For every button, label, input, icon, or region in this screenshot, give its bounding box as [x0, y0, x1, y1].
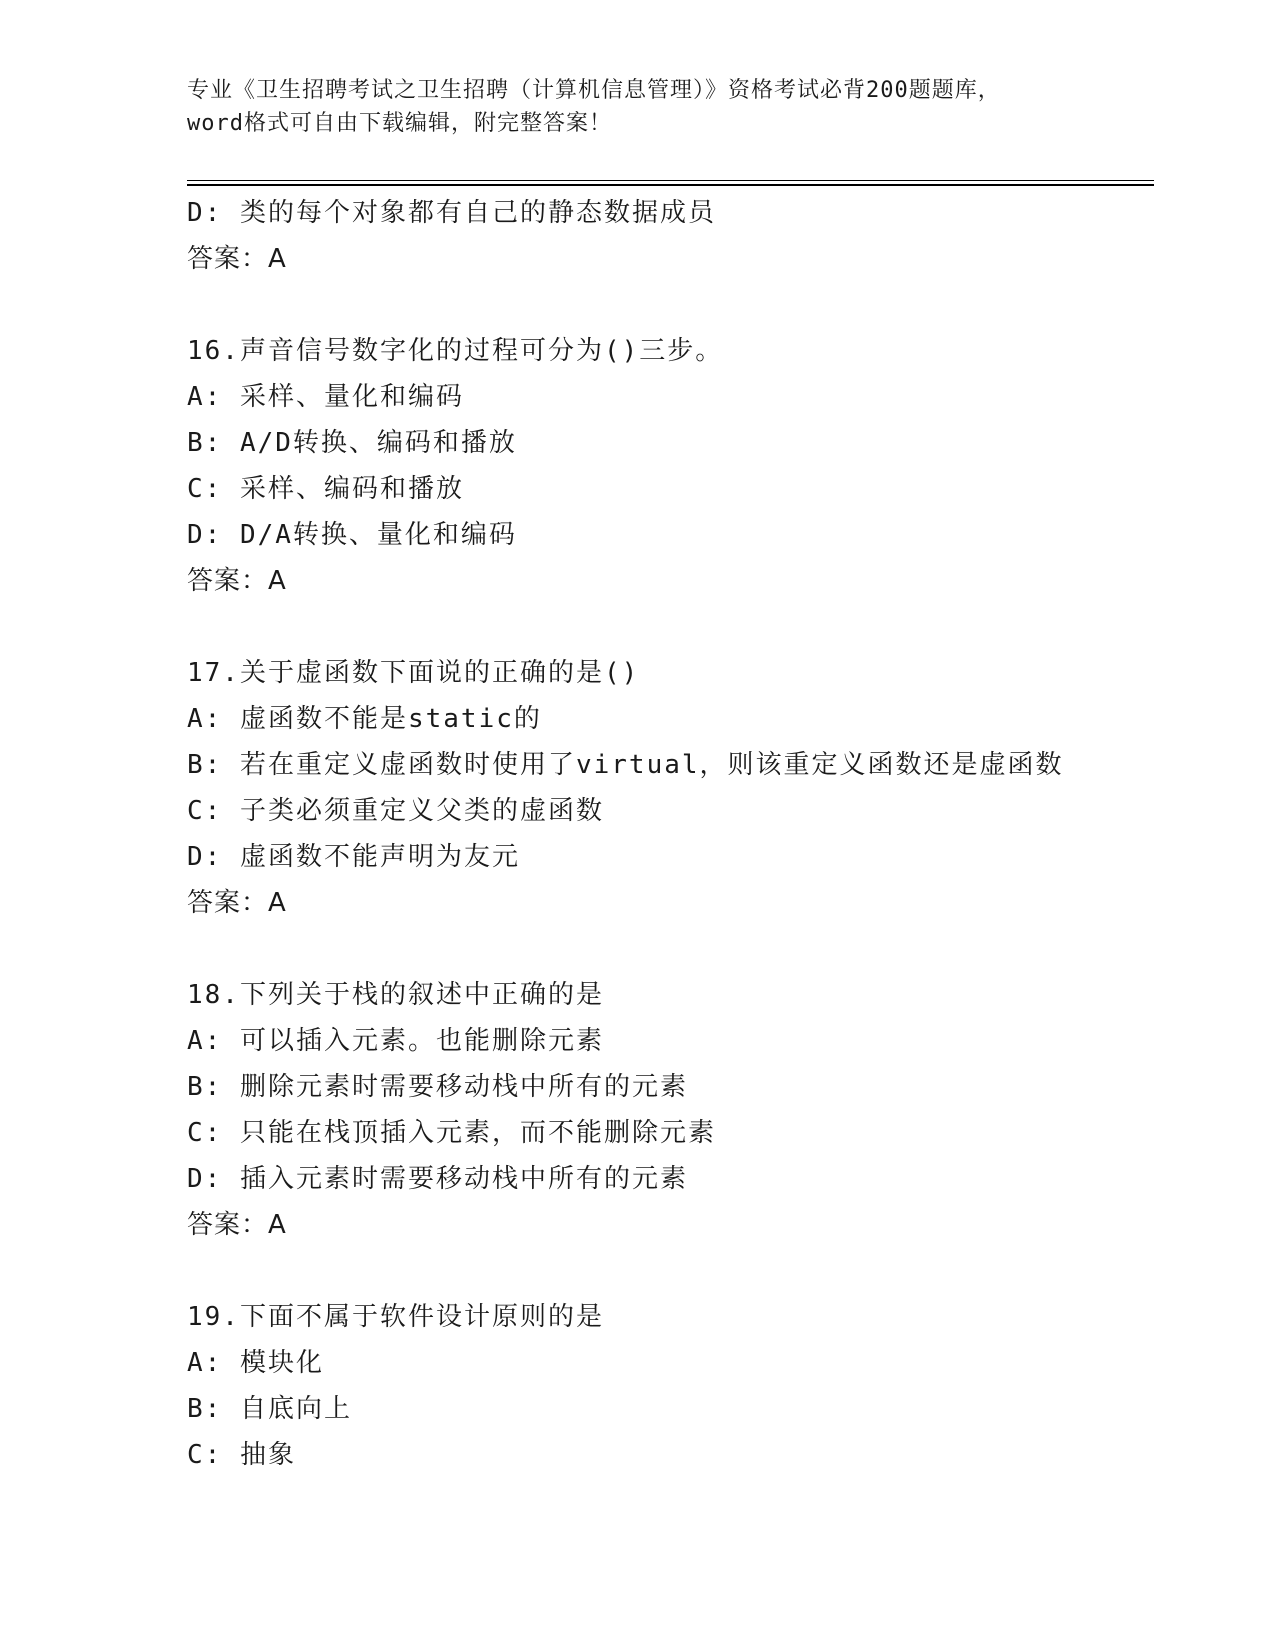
- option-c: C: 抽象: [187, 1440, 296, 1470]
- answer-text: 答案：A: [187, 888, 287, 918]
- block-spacer: [187, 1248, 1187, 1294]
- question-block-q17: [187, 650, 1187, 926]
- option-a: A: 采样、量化和编码: [187, 382, 464, 412]
- option-b: B: 若在重定义虚函数时使用了virtual，则该重定义函数还是虚函数: [187, 750, 1064, 780]
- question-text: 17.关于虚函数下面说的正确的是(): [187, 658, 640, 688]
- option-c: C: 子类必须重定义父类的虚函数: [187, 796, 604, 826]
- header-line-1: 专业《卫生招聘考试之卫生招聘（计算机信息管理）》资格考试必背200题题库，: [187, 78, 1001, 103]
- option-a: A: 可以插入元素。也能删除元素: [187, 1026, 604, 1056]
- option-d: D: D/A转换、量化和编码: [187, 520, 517, 550]
- answer-text: 答案：A: [187, 1210, 287, 1240]
- document-header: [187, 74, 1087, 140]
- option-a: A: 模块化: [187, 1348, 324, 1378]
- option-a: A: 虚函数不能是static的: [187, 704, 542, 734]
- header-divider-thin: [187, 180, 1154, 181]
- question-list: [187, 190, 1187, 1478]
- option-b: B: 自底向上: [187, 1394, 352, 1424]
- question-block-q18: [187, 972, 1187, 1248]
- question-block-q15-tail: [187, 190, 1187, 282]
- block-spacer: [187, 926, 1187, 972]
- header-line-2: word格式可自由下载编辑，附完整答案！: [187, 111, 612, 136]
- block-spacer: [187, 282, 1187, 328]
- question-text: 18.下列关于栈的叙述中正确的是: [187, 980, 604, 1010]
- header-divider-thick: [187, 184, 1154, 186]
- answer-text: 答案：A: [187, 244, 287, 274]
- option-d: D: 插入元素时需要移动栈中所有的元素: [187, 1164, 688, 1194]
- option-c: C: 采样、编码和播放: [187, 474, 464, 504]
- answer-text: 答案：A: [187, 566, 287, 596]
- question-text: 16.声音信号数字化的过程可分为()三步。: [187, 336, 724, 366]
- option-d: D: 虚函数不能声明为友元: [187, 842, 520, 872]
- option-a: D: 类的每个对象都有自己的静态数据成员: [187, 198, 716, 228]
- question-text: 19.下面不属于软件设计原则的是: [187, 1302, 604, 1332]
- question-block-q16: [187, 328, 1187, 604]
- option-c: C: 只能在栈顶插入元素，而不能删除元素: [187, 1118, 716, 1148]
- block-spacer: [187, 604, 1187, 650]
- option-b: B: A/D转换、编码和播放: [187, 428, 517, 458]
- question-block-q19: [187, 1294, 1187, 1478]
- option-b: B: 删除元素时需要移动栈中所有的元素: [187, 1072, 688, 1102]
